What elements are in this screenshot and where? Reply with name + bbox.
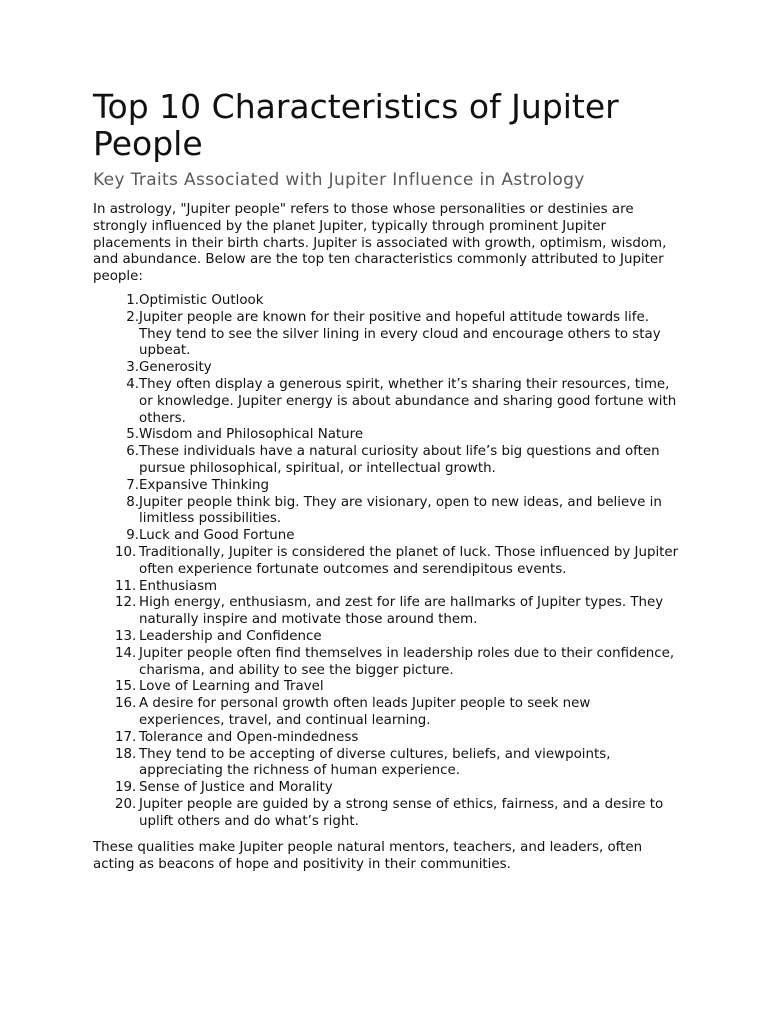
list-number: 9.	[126, 528, 139, 544]
list-number: 5.	[126, 427, 139, 443]
list-item-text: These individuals have a natural curiosity about life’s big questions and often pursue philosophical, spiritual, or intellectual growth.	[139, 444, 660, 476]
list-item-text: Traditionally, Jupiter is considered the planet of luck. Those influenced by Jupiter often experience fortunate outcomes and serendipitous events.	[139, 544, 679, 577]
page-subtitle: Key Traits Associated with Jupiter Influence in Astrology	[93, 170, 585, 190]
list-item	[93, 360, 679, 377]
list-item-text: Jupiter people are guided by a strong sense of ethics, fairness, and a desire to uplift others and do what’s right.	[139, 796, 664, 829]
list-number: 11.	[115, 578, 137, 594]
list-number: 8.	[126, 494, 139, 510]
list-number: 16.	[115, 696, 137, 712]
list-item-text: Expansive Thinking	[139, 477, 270, 493]
list-number: 18.	[115, 746, 137, 762]
list-item-text: Jupiter people think big. They are visionary, open to new ideas, and believe in limitless possibilities.	[139, 494, 662, 527]
list-item-text: Sense of Justice and Morality	[139, 780, 333, 796]
list-number: 20.	[115, 796, 137, 812]
list-item-text: High energy, enthusiasm, and zest for life are hallmarks of Jupiter types. They naturally inspire and motivate those around them.	[139, 595, 664, 628]
list-item	[93, 310, 679, 360]
characteristics-list	[93, 293, 693, 831]
list-item	[93, 679, 679, 696]
list-item	[93, 797, 679, 831]
list-number: 15.	[115, 679, 137, 695]
list-number: 7.	[126, 477, 139, 493]
list-item	[93, 444, 679, 478]
list-item	[93, 646, 679, 680]
list-item-text: Luck and Good Fortune	[139, 528, 295, 544]
list-item	[93, 696, 679, 730]
list-number: 13.	[115, 628, 137, 644]
list-number: 12.	[115, 595, 137, 611]
list-item-text: Generosity	[139, 360, 212, 376]
list-item	[93, 595, 679, 629]
list-item	[93, 545, 679, 579]
list-item	[93, 528, 679, 545]
list-item-text: They tend to be accepting of diverse cultures, beliefs, and viewpoints, appreciating the richness of human experience.	[139, 746, 611, 779]
list-number: 3.	[126, 360, 139, 376]
list-item	[93, 730, 679, 747]
list-item	[93, 495, 679, 529]
conclusion-paragraph: These qualities make Jupiter people natural mentors, teachers, and leaders, often acting as beacons of hope and positivity in their communities.	[93, 840, 643, 873]
document-page	[93, 88, 693, 874]
list-number: 2.	[126, 309, 139, 325]
list-item-text: Jupiter people are known for their positive and hopeful attitude towards life. They tend to see the silver lining in every cloud and encourage others to stay upbeat.	[139, 309, 661, 359]
list-item-text: Optimistic Outlook	[139, 292, 264, 308]
page-title: Top 10 Characteristics of Jupiter People	[93, 87, 619, 163]
list-item-text: Jupiter people often find themselves in leadership roles due to their confidence, charisma, and ability to see the bigger picture.	[139, 645, 675, 678]
list-number: 1.	[126, 292, 139, 308]
list-item	[93, 377, 679, 427]
list-item	[93, 293, 679, 310]
list-item-text: Tolerance and Open-mindedness	[139, 729, 359, 745]
list-item	[93, 478, 679, 495]
list-number: 4.	[126, 376, 139, 392]
list-item	[93, 747, 679, 781]
list-item	[93, 427, 679, 444]
list-item	[93, 579, 679, 596]
list-number: 10.	[115, 544, 137, 560]
list-number: 14.	[115, 645, 137, 661]
list-item-text: A desire for personal growth often leads Jupiter people to seek new experiences, travel, and continual learning.	[139, 696, 591, 728]
list-item-text: Enthusiasm	[139, 578, 218, 594]
list-item	[93, 629, 679, 646]
list-item-text: Leadership and Confidence	[139, 628, 322, 644]
list-number: 6.	[126, 444, 139, 460]
list-item-text: Love of Learning and Travel	[139, 679, 324, 695]
list-number: 19.	[115, 780, 137, 796]
intro-paragraph: In astrology, "Jupiter people" refers to those whose personalities or destinies are strongly influenced by the planet Jupiter, typically through prominent Jupiter placements in their birth charts. Jupiter is associated with growth, optimism, wisdom, and abundance. Below are the top ten characteristics commonly attributed to Jupiter people:	[93, 202, 667, 285]
list-number: 17.	[115, 729, 137, 745]
list-item-text: They often display a generous spirit, whether it’s sharing their resources, time, or knowledge. Jupiter energy is about abundance and sharing good fortune with others.	[139, 376, 677, 426]
list-item	[93, 780, 679, 797]
list-item-text: Wisdom and Philosophical Nature	[139, 427, 364, 443]
